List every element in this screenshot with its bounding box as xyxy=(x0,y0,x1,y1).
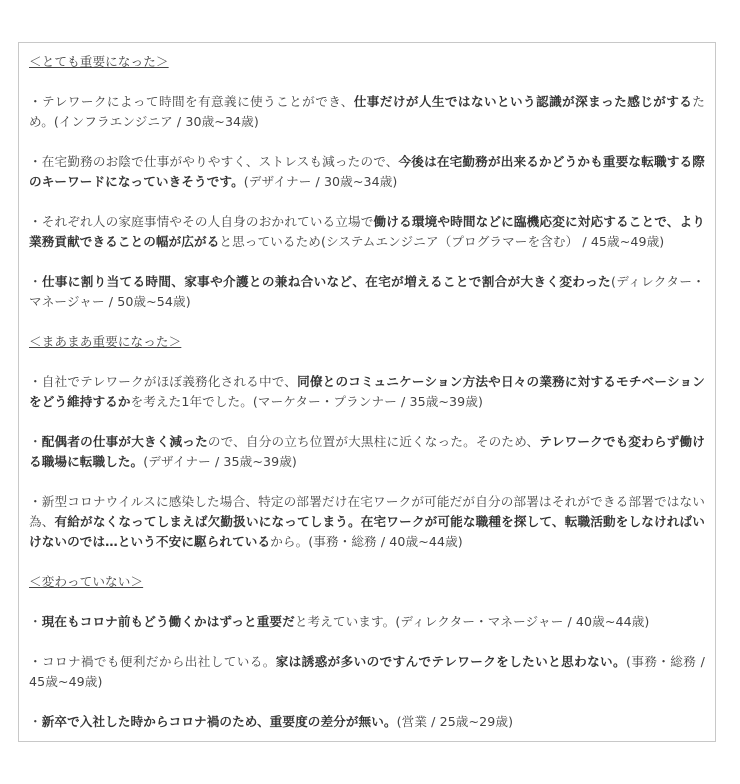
comment-item: ・テレワークによって時間を有意義に使うことができ、仕事だけが人生ではないという認識が深まった感じがするため。(インフラエンジニア / 30歳~34歳) xyxy=(29,94,705,129)
comment-item: ・仕事に割り当てる時間、家事や介護との兼ね合いなど、在宅が増えることで割合が大きく変わった(ディレクター・マネージャー / 50歳~54歳) xyxy=(29,274,705,309)
comment-item: ・配偶者の仕事が大きく減ったので、自分の立ち位置が大黒柱に近くなった。そのため、テレワークでも変わらず働ける職場に転職した。(デザイナー / 35歳~39歳) xyxy=(29,434,705,469)
comment-item: ・コロナ禍でも便利だから出社している。家は誘惑が多いのですんでテレワークをしたいと思わない。(事務・総務 / 45歳~49歳) xyxy=(29,654,705,689)
comment-item: ・新型コロナウイルスに感染した場合、特定の部署だけ在宅ワークが可能だが自分の部署はそれができる部署ではない為、有給がなくなってしまえば欠勤扱いになってしまう。在宅ワークが可能な職種を探して、転職活動をしなければいけないのでは…という不安に駆られているから。(事務・総務 / 40歳~44歳) xyxy=(29,494,705,549)
section-heading-unchanged: ＜変わっていない＞ xyxy=(29,574,144,589)
comment-item: ・それぞれ人の家庭事情やその人自身のおかれている立場で働ける環境や時間などに臨機応変に対応することで、より業務貢献できることの幅が広がると思っているため(システムエンジニア（プログラマーを含む） / 45歳~49歳) xyxy=(29,214,706,249)
section-heading-very-important: ＜とても重要になった＞ xyxy=(29,54,169,69)
comment-item: ・在宅勤務のお陰で仕事がやりやすく、ストレスも減ったので、今後は在宅勤務が出来るかどうかも重要な転職する際のキーワードになっていきそうです。(デザイナー / 30歳~34歳) xyxy=(29,154,705,189)
section-heading-somewhat-important: ＜まあまあ重要になった＞ xyxy=(29,334,182,349)
survey-comments-box xyxy=(18,42,716,742)
comment-item: ・現在もコロナ前もどう働くかはずっと重要だと考えています。(ディレクター・マネージャー / 40歳~44歳) xyxy=(29,614,650,629)
comment-item: ・新卒で入社した時からコロナ禍のため、重要度の差分が無い。(営業 / 25歳~29歳) xyxy=(29,714,514,729)
comment-item: ・自社でテレワークがほぼ義務化される中で、同僚とのコミュニケーション方法や日々の業務に対するモチベーションをどう維持するかを考えた1年でした。(マーケター・プランナー / 35歳~39歳) xyxy=(29,374,705,409)
